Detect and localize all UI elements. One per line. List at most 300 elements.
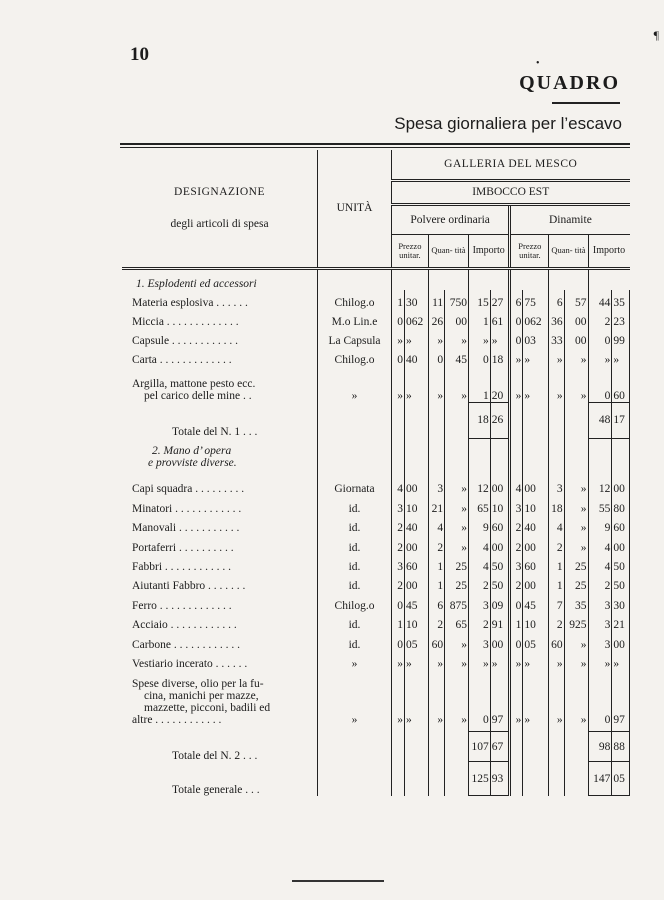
row-description	[122, 290, 318, 309]
cell-dp1: 2	[510, 534, 523, 553]
cell-q2: »	[445, 328, 469, 347]
cell-i1: 0	[469, 347, 491, 366]
cell-q1: 2	[428, 612, 444, 631]
description-line: Fabbri . . . . . . . . . . . .	[132, 560, 232, 573]
cell-dq1: 2	[549, 534, 564, 553]
cell-di1: 2	[588, 573, 612, 592]
total-di1: 48	[588, 402, 612, 438]
header-unita: UNITÀ	[318, 150, 392, 268]
description-line: Carta . . . . . . . . . . . . .	[132, 354, 232, 366]
cell-q1: 11	[428, 290, 444, 309]
cell-dp1: 0	[510, 631, 523, 650]
cell-p1: 0	[391, 631, 404, 650]
cell-dq2: »	[564, 670, 588, 726]
argilla-row	[122, 366, 630, 402]
row-description	[122, 573, 318, 592]
cell-di2: 00	[612, 631, 630, 650]
cell-dp1: »	[510, 670, 523, 726]
cell-q1: 26	[428, 309, 444, 328]
header-importo: Importo	[469, 234, 510, 268]
cell-i1: »	[469, 328, 491, 347]
total-i1: 107	[469, 732, 491, 762]
total-di2: 17	[612, 402, 630, 438]
cell-i1: 4	[469, 534, 491, 553]
description-line: mazzette, picconi, badili ed	[144, 701, 271, 714]
cell-i2: 00	[490, 476, 510, 495]
cell-q1: »	[428, 328, 444, 347]
cell-p1: »	[391, 328, 404, 347]
cell-dp1: »	[510, 366, 523, 402]
cell-di2: 50	[612, 554, 630, 573]
title-rule	[552, 102, 620, 104]
section-1-title: 1. Esplodenti ed accessori	[122, 268, 318, 290]
description-line: Carbone . . . . . . . . . . . .	[132, 638, 240, 651]
description-line: cina, manichi per mazze,	[144, 689, 259, 702]
cell-p2: 05	[404, 631, 428, 650]
cell-dp1: »	[510, 347, 523, 366]
cell-p1: 0	[391, 592, 404, 611]
cell-q2: »	[445, 476, 469, 495]
cell-q1: 4	[428, 515, 444, 534]
row-description	[122, 651, 318, 670]
row-description	[122, 328, 318, 347]
cell-p1: 2	[391, 573, 404, 592]
cell-dq2: »	[564, 534, 588, 553]
bottom-rule	[292, 880, 384, 882]
header-polvere: Polvere ordinaria	[391, 204, 509, 234]
cell-di1: 0	[588, 366, 612, 402]
cell-di2: 50	[612, 573, 630, 592]
cell-q2: »	[445, 515, 469, 534]
cell-i1: 3	[469, 631, 491, 650]
row-description	[122, 612, 318, 631]
row-unit: id.	[318, 495, 392, 514]
section-2-line: 2. Mano d’ opera	[152, 445, 232, 457]
cell-dq2: »	[564, 476, 588, 495]
designazione-label: DESIGNAZIONE	[174, 186, 266, 199]
description-line: Argilla, mattone pesto ecc.	[132, 378, 256, 390]
cell-dp1: 2	[510, 515, 523, 534]
cell-dq2: 925	[564, 612, 588, 631]
cell-i1: 12	[469, 476, 491, 495]
cell-di2: 30	[612, 592, 630, 611]
cell-p2: 45	[404, 592, 428, 611]
table-row	[122, 347, 630, 366]
cell-di2: 23	[612, 309, 630, 328]
row-description	[122, 495, 318, 514]
cell-dq2: 25	[564, 554, 588, 573]
cell-dp1: 3	[510, 495, 523, 514]
cell-dq1: 6	[549, 290, 564, 309]
cell-di2: 80	[612, 495, 630, 514]
row-unit: Chilog.o	[318, 592, 392, 611]
cell-q1: »	[428, 651, 444, 670]
cell-di2: 35	[612, 290, 630, 309]
cell-q1: 2	[428, 534, 444, 553]
cell-i2: 50	[490, 573, 510, 592]
header-quantita: Quan- tità	[428, 234, 468, 268]
cell-p2: 10	[404, 495, 428, 514]
cell-p2: »	[404, 670, 428, 726]
cell-dq1: 3	[549, 476, 564, 495]
cell-dp2: 03	[523, 328, 549, 347]
cell-i1: 0	[469, 670, 491, 726]
table-row	[122, 290, 630, 309]
row-unit: Giornata	[318, 476, 392, 495]
table-row	[122, 309, 630, 328]
description-line: Materia esplosiva . . . . . .	[132, 297, 248, 309]
description-line: Aiutanti Fabbro . . . . . . .	[132, 580, 246, 593]
cell-q2: »	[445, 631, 469, 650]
section-2-row	[122, 438, 630, 476]
cell-di1: 3	[588, 592, 612, 611]
cell-di2: »	[612, 347, 630, 366]
cell-dq1: 36	[549, 309, 564, 328]
cell-dq2: »	[564, 515, 588, 534]
total-i1: 125	[469, 762, 491, 796]
cell-dp2: 05	[523, 631, 549, 650]
cell-dq2: »	[564, 631, 588, 650]
cell-p1: 2	[391, 515, 404, 534]
table-row	[122, 328, 630, 347]
cell-di1: 3	[588, 631, 612, 650]
cell-i1: 4	[469, 554, 491, 573]
table-row	[122, 592, 630, 611]
cell-dp2: 40	[523, 515, 549, 534]
cell-i1: 1	[469, 309, 491, 328]
row-unit: »	[318, 366, 392, 402]
description-line: Miccia . . . . . . . . . . . . .	[132, 316, 239, 328]
table-top-rule-2	[120, 147, 630, 148]
table-row	[122, 573, 630, 592]
row-description	[122, 534, 318, 553]
cell-i2: 20	[490, 366, 510, 402]
expense-table	[122, 150, 630, 796]
cell-q2: 25	[445, 554, 469, 573]
cell-i1: 15	[469, 290, 491, 309]
cell-i2: 00	[490, 631, 510, 650]
cell-dq1: 2	[549, 612, 564, 631]
description-line: Capi squadra . . . . . . . . .	[132, 483, 245, 496]
header-galleria: GALLERIA DEL MESCO	[391, 150, 629, 180]
cell-dp2: »	[523, 366, 549, 402]
header-dinamite: Dinamite	[510, 204, 630, 234]
cell-dq2: 00	[564, 309, 588, 328]
cell-di1: 0	[588, 328, 612, 347]
cell-q1: 1	[428, 573, 444, 592]
total-di1: 147	[588, 762, 612, 796]
cell-q1: 1	[428, 554, 444, 573]
cell-dq1: »	[549, 366, 564, 402]
cell-p1: 0	[391, 347, 404, 366]
row-unit: id.	[318, 573, 392, 592]
table-row	[122, 651, 630, 670]
cell-dp1: 2	[510, 573, 523, 592]
cell-dp2: 00	[523, 534, 549, 553]
cell-dq1: 4	[549, 515, 564, 534]
cell-dp2: 10	[523, 495, 549, 514]
cell-dq1: »	[549, 651, 564, 670]
total-label: Totale generale . . .	[122, 762, 318, 796]
cell-q2: »	[445, 651, 469, 670]
cell-dp2: 75	[523, 290, 549, 309]
row-description	[122, 347, 318, 366]
description-line: pel carico delle mine . .	[144, 390, 252, 402]
cell-q1: 60	[428, 631, 444, 650]
cell-dp1: 3	[510, 554, 523, 573]
row-unit: id.	[318, 534, 392, 553]
cell-i2: 61	[490, 309, 510, 328]
cell-dp2: »	[523, 670, 549, 726]
cell-dp2: 45	[523, 592, 549, 611]
header-imbocco: IMBOCCO EST	[391, 180, 629, 204]
cell-p2: »	[404, 328, 428, 347]
cell-di1: 0	[588, 670, 612, 726]
cell-dq2: »	[564, 495, 588, 514]
cell-dp2: »	[523, 651, 549, 670]
cell-i2: 09	[490, 592, 510, 611]
cell-p1: 3	[391, 495, 404, 514]
description-line: Spese diverse, olio per la fu-	[132, 677, 264, 690]
description-line: Manovali . . . . . . . . . . .	[132, 522, 240, 535]
cell-dp1: 0	[510, 309, 523, 328]
cell-p1: 2	[391, 534, 404, 553]
cell-dp1: 6	[510, 290, 523, 309]
table-row	[122, 631, 630, 650]
header-designazione	[122, 150, 318, 268]
cell-i1: 1	[469, 366, 491, 402]
cell-q2: 25	[445, 573, 469, 592]
cell-p1: 1	[391, 290, 404, 309]
cell-q2: 750	[445, 290, 469, 309]
cell-dp1: »	[510, 651, 523, 670]
cell-p1: 0	[391, 309, 404, 328]
totale-generale-row	[122, 762, 630, 796]
cell-i2: »	[490, 328, 510, 347]
cell-dq1: »	[549, 347, 564, 366]
cell-q1: 0	[428, 347, 444, 366]
row-description	[122, 554, 318, 573]
cell-i1: 9	[469, 515, 491, 534]
row-unit: Chilog.o	[318, 290, 392, 309]
cell-dq1: 1	[549, 573, 564, 592]
table-row	[122, 495, 630, 514]
cell-di1: »	[588, 347, 612, 366]
total-i1: 18	[469, 402, 491, 438]
description-line: Acciaio . . . . . . . . . . . .	[132, 619, 237, 632]
cell-dq2: 57	[564, 290, 588, 309]
cell-i2: 97	[490, 670, 510, 726]
cell-p2: 60	[404, 554, 428, 573]
row-unit: id.	[318, 554, 392, 573]
cell-q2: »	[445, 534, 469, 553]
row-description	[122, 670, 318, 726]
cell-i2: 50	[490, 554, 510, 573]
cell-p2: 40	[404, 347, 428, 366]
cell-dp1: 0	[510, 592, 523, 611]
cell-q1: »	[428, 670, 444, 726]
cell-di2: 97	[612, 670, 630, 726]
cell-q2: »	[445, 366, 469, 402]
cell-p2: 00	[404, 476, 428, 495]
cell-dp2: 60	[523, 554, 549, 573]
cell-p2: 40	[404, 515, 428, 534]
row-unit: »	[318, 670, 392, 726]
cell-p1: »	[391, 651, 404, 670]
cell-p2: 00	[404, 573, 428, 592]
cell-dq2: 25	[564, 573, 588, 592]
totale-1-row	[122, 402, 630, 438]
designazione-sub: degli articoli di spesa	[170, 218, 269, 231]
cell-di1: 9	[588, 515, 612, 534]
table-top-rule	[120, 143, 630, 145]
row-description	[122, 476, 318, 495]
cell-dq2: »	[564, 366, 588, 402]
cell-q2: 65	[445, 612, 469, 631]
total-di2: 05	[612, 762, 630, 796]
row-unit: La Capsula	[318, 328, 392, 347]
cell-dp2: 00	[523, 476, 549, 495]
page-subtitle: Spesa giornaliera per l’escavo	[394, 114, 622, 133]
description-line: Vestiario incerato . . . . . .	[132, 657, 248, 670]
cell-i2: 10	[490, 495, 510, 514]
cell-dp2: 062	[523, 309, 549, 328]
table-row	[122, 534, 630, 553]
cell-p2: 00	[404, 534, 428, 553]
cell-p2: 30	[404, 290, 428, 309]
section-2-title	[122, 438, 318, 476]
total-di1: 98	[588, 732, 612, 762]
total-di2: 88	[612, 732, 630, 762]
cell-dq1: »	[549, 670, 564, 726]
total-i2: 26	[490, 402, 510, 438]
cell-p1: 4	[391, 476, 404, 495]
cell-dq1: 1	[549, 554, 564, 573]
cell-dq2: 00	[564, 328, 588, 347]
header-d-quantita: Quan- tità	[549, 234, 588, 268]
description-line: Portaferri . . . . . . . . . .	[132, 541, 234, 554]
description-line: Minatori . . . . . . . . . . . .	[132, 502, 242, 515]
cell-dq2: »	[564, 651, 588, 670]
cell-dq1: 7	[549, 592, 564, 611]
total-i2: 67	[490, 732, 510, 762]
description-line: altre . . . . . . . . . . . .	[132, 713, 222, 726]
cell-p2: »	[404, 366, 428, 402]
description-line: Ferro . . . . . . . . . . . . .	[132, 599, 232, 612]
cell-di1: »	[588, 651, 612, 670]
cell-i1: »	[469, 651, 491, 670]
cell-q1: »	[428, 366, 444, 402]
cell-p2: »	[404, 651, 428, 670]
row-unit: id.	[318, 631, 392, 650]
row-unit: id.	[318, 612, 392, 631]
cell-dq1: 60	[549, 631, 564, 650]
dot-mark: •	[536, 58, 540, 69]
cell-di2: 00	[612, 476, 630, 495]
row-description	[122, 366, 318, 402]
row-unit: id.	[318, 515, 392, 534]
row-description	[122, 592, 318, 611]
row-description	[122, 515, 318, 534]
cell-p2: 062	[404, 309, 428, 328]
cell-q1: 6	[428, 592, 444, 611]
cell-dp2: »	[523, 347, 549, 366]
totale-2-row	[122, 732, 630, 762]
cell-p1: »	[391, 366, 404, 402]
cell-di1: 2	[588, 309, 612, 328]
header-d-importo: Importo	[588, 234, 630, 268]
cell-dp2: 00	[523, 573, 549, 592]
cell-i1: 2	[469, 573, 491, 592]
cell-q2: 45	[445, 347, 469, 366]
cell-di1: 3	[588, 612, 612, 631]
cell-q2: »	[445, 670, 469, 726]
cell-di2: 60	[612, 515, 630, 534]
right-edge-mark: ¶	[653, 28, 659, 42]
row-description	[122, 631, 318, 650]
cell-di1: 12	[588, 476, 612, 495]
cell-dp1: 4	[510, 476, 523, 495]
row-unit: M.o Lin.e	[318, 309, 392, 328]
cell-di2: 00	[612, 534, 630, 553]
cell-p2: 10	[404, 612, 428, 631]
table-row	[122, 554, 630, 573]
description-line: Capsule . . . . . . . . . . . .	[132, 335, 239, 347]
cell-p1: 3	[391, 554, 404, 573]
cell-i1: 2	[469, 612, 491, 631]
cell-i1: 3	[469, 592, 491, 611]
cell-q2: 875	[445, 592, 469, 611]
page-title: QUADRO	[519, 72, 620, 94]
header-d-prezzo: Prezzo unitar.	[510, 234, 549, 268]
cell-i2: 60	[490, 515, 510, 534]
cell-di2: 21	[612, 612, 630, 631]
cell-q2: 00	[445, 309, 469, 328]
cell-q1: 21	[428, 495, 444, 514]
section-2-line: e provviste diverse.	[148, 457, 237, 469]
cell-i2: 18	[490, 347, 510, 366]
table-row	[122, 612, 630, 631]
header-prezzo: Prezzo unitar.	[391, 234, 428, 268]
total-label: Totale del N. 2 . . .	[122, 732, 318, 762]
row-unit: Chilog.o	[318, 347, 392, 366]
cell-q1: 3	[428, 476, 444, 495]
cell-di2: 99	[612, 328, 630, 347]
cell-di2: »	[612, 651, 630, 670]
cell-di1: 55	[588, 495, 612, 514]
cell-i2: 00	[490, 534, 510, 553]
table-row	[122, 515, 630, 534]
page-number: 10	[130, 44, 149, 65]
cell-di1: 4	[588, 554, 612, 573]
row-description	[122, 309, 318, 328]
cell-q2: »	[445, 495, 469, 514]
total-label: Totale del N. 1 . . .	[122, 402, 318, 438]
cell-di1: 4	[588, 534, 612, 553]
total-i2: 93	[490, 762, 510, 796]
cell-i2: 91	[490, 612, 510, 631]
cell-dq2: 35	[564, 592, 588, 611]
cell-i2: 27	[490, 290, 510, 309]
cell-i1: 65	[469, 495, 491, 514]
cell-di1: 44	[588, 290, 612, 309]
row-unit: »	[318, 651, 392, 670]
spese-row	[122, 670, 630, 726]
cell-dq1: 18	[549, 495, 564, 514]
cell-p1: 1	[391, 612, 404, 631]
cell-dq1: 33	[549, 328, 564, 347]
cell-dq2: »	[564, 347, 588, 366]
